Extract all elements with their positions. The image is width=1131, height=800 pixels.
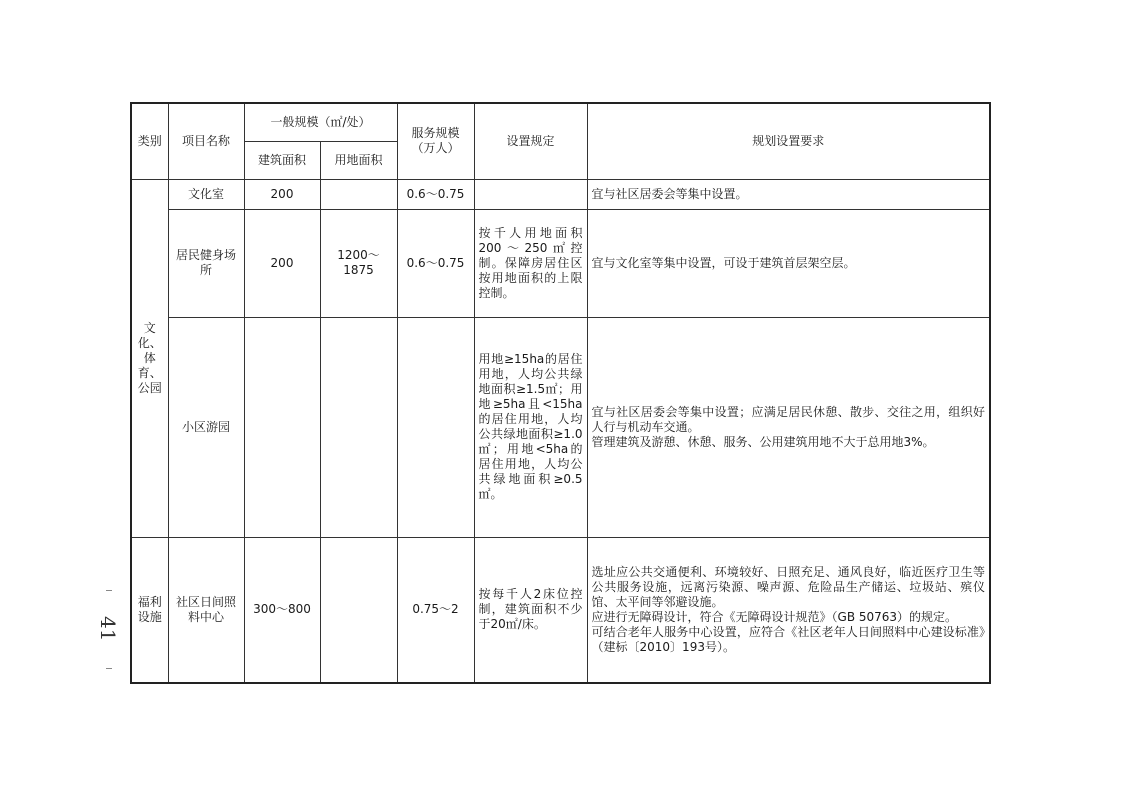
category-cell-culture: 文化、体育、公园 (131, 179, 168, 537)
header-planning-requirement: 规划设置要求 (587, 103, 990, 179)
page-number-tick-top (106, 590, 112, 591)
requirement-cell (587, 317, 990, 537)
requirement-text: 宜与社区居委会等集中设置。 (591, 186, 748, 201)
header-building-area: 建筑面积 (244, 141, 320, 179)
service-scale-cell: 0.6～0.75 (397, 179, 474, 209)
setting-rule-cell: 按千人用地面积200～250㎡控制。保障房居住区按用地面积的上限控制。 (474, 209, 587, 317)
project-name-cell: 居民健身场所 (168, 209, 244, 317)
building-area-cell: 200 (244, 209, 320, 317)
requirement-text: 选址应公共交通便利、环境较好、日照充足、通风良好，临近医疗卫生等公共服务设施，远离污染源、噪声源、危险品生产储运、垃圾站、殡仪馆、太平间等邻避设施。 (591, 564, 986, 609)
project-name-cell: 小区游园 (168, 317, 244, 537)
table-row-daycare-center (131, 537, 990, 683)
requirement-text: 应进行无障碍设计，符合《无障碍设计规范》（GB 50763）的规定。 (591, 609, 958, 624)
land-area-cell (320, 317, 397, 537)
setting-rule-cell: 用地≥15ha的居住用地，人均公共绿地面积≥1.5㎡；用地≥5ha且<15ha的居住用地，人均公共绿地面积≥1.0㎡；用地<5ha的居住用地，人均公共绿地面积≥0.5㎡。 (474, 317, 587, 537)
requirement-text: 宜与文化室等集中设置，可设于建筑首层架空层。 (591, 255, 856, 270)
table-row-small-park (131, 317, 990, 537)
requirement-text: 可结合老年人服务中心设置，应符合《社区老年人日间照料中心建设标准》（建标〔2010〕193号）。 (591, 624, 986, 654)
page-number-tick-bottom (106, 668, 112, 669)
header-general-scale: 一般规模（㎡/处） (244, 103, 397, 141)
header-setting-rule: 设置规定 (474, 103, 587, 179)
service-scale-cell (397, 317, 474, 537)
header-land-area: 用地面积 (320, 141, 397, 179)
land-area-cell (320, 537, 397, 683)
requirement-cell (587, 537, 990, 683)
project-name-cell: 文化室 (168, 179, 244, 209)
facility-standard-table (130, 102, 991, 684)
header-project-name: 项目名称 (168, 103, 244, 179)
setting-rule-cell (474, 179, 587, 209)
setting-rule-cell: 按每千人2床位控制，建筑面积不少于20㎡/床。 (474, 537, 587, 683)
header-service-scale: 服务规模（万人） (397, 103, 474, 179)
table-row-fitness-site (131, 209, 990, 317)
requirement-cell (587, 209, 990, 317)
service-scale-cell: 0.75～2 (397, 537, 474, 683)
project-name-cell: 社区日间照料中心 (168, 537, 244, 683)
table-row-culture-room (131, 179, 990, 209)
service-scale-cell: 0.6～0.75 (397, 209, 474, 317)
building-area-cell: 200 (244, 179, 320, 209)
requirement-cell (587, 179, 990, 209)
requirement-text: 宜与社区居委会等集中设置；应满足居民休憩、散步、交往之用，组织好人行与机动车交通。 (591, 404, 986, 434)
land-area-cell (320, 179, 397, 209)
building-area-cell: 300～800 (244, 537, 320, 683)
page-number: 41 (96, 616, 120, 642)
land-area-cell: 1200～1875 (320, 209, 397, 317)
requirement-text: 管理建筑及游憩、休憩、服务、公用建筑用地不大于总用地3%。 (591, 434, 935, 449)
header-category: 类别 (131, 103, 168, 179)
building-area-cell (244, 317, 320, 537)
header-row-1 (131, 103, 990, 141)
category-cell-welfare: 福利设施 (131, 537, 168, 683)
